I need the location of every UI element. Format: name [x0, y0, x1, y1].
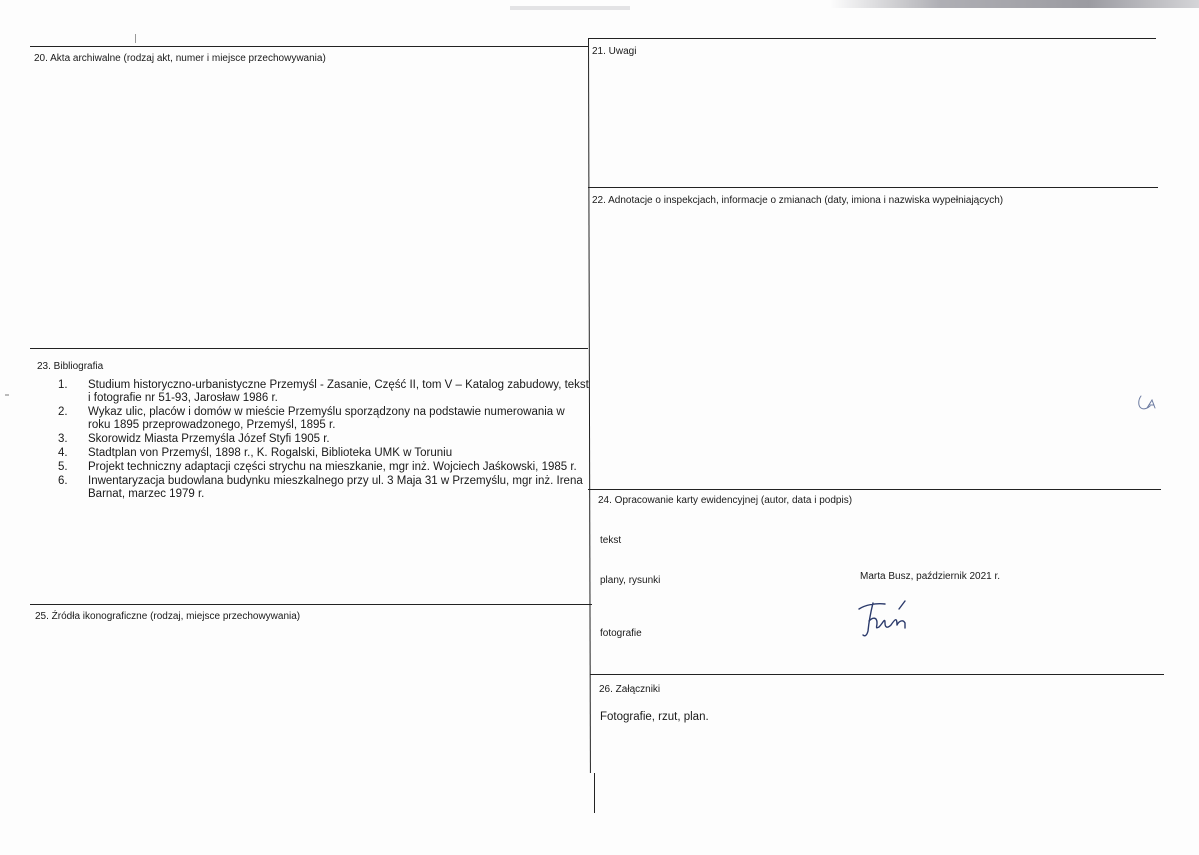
field-fotografie-label: fotografie	[600, 628, 642, 639]
list-item	[58, 406, 590, 432]
section-21-label: 21. Uwagi	[592, 46, 637, 57]
margin-mark	[135, 34, 136, 43]
rule-24-26	[590, 674, 1164, 675]
list-item-text: Inwentaryzacja budowlana budynku mieszkalnego przy ul. 3 Maja 31 w Przemyślu, mgr inż. Irena Barnat, marzec 1979 r.	[88, 475, 583, 500]
list-item-text: Skorowidz Miasta Przemyśla Józef Styfi 1905 r.	[88, 433, 330, 445]
signature-image	[855, 595, 935, 639]
list-item-number: 1.	[58, 379, 68, 391]
list-item-number: 3.	[58, 433, 68, 445]
list-item	[58, 461, 590, 474]
section-26-label: 26. Załączniki	[599, 684, 661, 695]
rule-23-25	[30, 604, 592, 605]
rule-20-23	[30, 348, 588, 349]
section-25-label: 25. Źródła ikonograficzne (rodzaj, miejsce przechowywania)	[35, 611, 301, 622]
bibliography-list	[58, 379, 590, 502]
section-23-label: 23. Bibliografia	[37, 361, 104, 372]
margin-pencil-mark	[1135, 392, 1161, 414]
scan-artifact	[510, 6, 630, 10]
list-item	[58, 447, 590, 460]
field-tekst-label: tekst	[600, 535, 622, 546]
rule-21-22	[588, 187, 1158, 188]
field-plany-label: plany, rysunki	[600, 575, 661, 586]
rule-22-24	[588, 489, 1161, 490]
section-20-label: 20. Akta archiwalne (rodzaj akt, numer i miejsce przechowywania)	[34, 53, 326, 64]
attachments-content: Fotografie, rzut, plan.	[600, 711, 709, 723]
section-24-label: 24. Opracowanie karty ewidencyjnej (autor, data i podpis)	[598, 495, 853, 506]
list-item-text: Stadtplan von Przemyśl, 1898 r., K. Rogalski, Biblioteka UMK w Toruniu	[88, 447, 453, 459]
scan-artifact	[830, 0, 1199, 8]
list-item-text: Studium historyczno-urbanistyczne Przemyśl - Zasanie, Część II, tom V – Katalog zabudowy, tekst i fotografie nr 51-93, Jarosław 1986 r.	[88, 379, 589, 404]
author-date: Marta Busz, październik 2021 r.	[860, 571, 1001, 582]
list-item-number: 5.	[58, 461, 68, 473]
margin-mark	[5, 394, 9, 396]
list-item-number: 2.	[58, 406, 68, 418]
rule-top-left	[30, 46, 588, 47]
list-item	[58, 433, 590, 446]
rule-top-right	[588, 38, 1156, 39]
list-item	[58, 475, 590, 501]
section-22-label: 22. Adnotacje o inspekcjach, informacje o zmianach (daty, imiona i nazwiska wypełniających)	[592, 195, 1004, 206]
list-item-text: Wykaz ulic, placów i domów w mieście Przemyślu sporządzony na podstawie numerowania w roku 1895 przeprowadzonego, Przemyśl, 1895 r.	[88, 406, 565, 431]
list-item	[58, 379, 590, 405]
list-item-number: 4.	[58, 447, 68, 459]
list-item-text: Projekt techniczny adaptacji części strychu na mieszkanie, mgr inż. Wojciech Jaśkowski, 1985 r.	[88, 461, 577, 473]
list-item-number: 6.	[58, 475, 68, 487]
rule-divider-vertical-lower	[594, 773, 595, 813]
